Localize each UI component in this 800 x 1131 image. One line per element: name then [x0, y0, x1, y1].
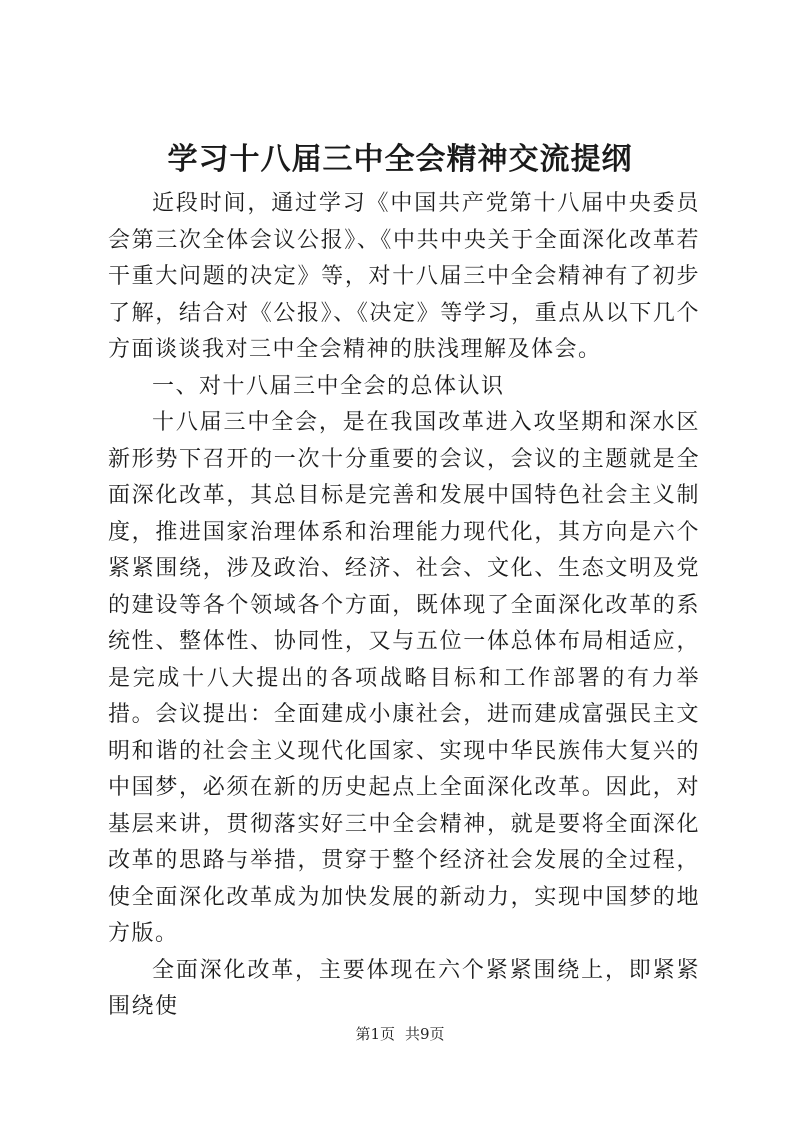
page-title: 学习十八届三中全会精神交流提纲: [167, 142, 633, 177]
body-paragraph: 十八届三中全会，是在我国改革进入攻坚期和深水区新形势下召开的一次十分重要的会议，会议的主题就是全面深化改革，其总目标是完善和发展中国特色社会主义制度，推进国家治理体系和治理能力现代化，其方向是六个紧紧围绕，涉及政治、经济、社会、文化、生态文明及党的建设等各个领域各个方面，既体现了全面深化改革的系统性、整体性、协同性，又与五位一体总体布局相适应，是完成十八大提出的各项战略目标和工作部署的有力举措。会议提出：全面建成小康社会，进而建成富强民主文明和谐的社会主义现代化国家、实现中华民族伟大复兴的中国梦，必须在新的历史起点上全面深化改革。因此，对基层来讲，贯彻落实好三中全会精神，就是要将全面深化改革的思路与举措，贯穿于整个经济社会发展的全过程，使全面深化改革成为加快发展的新动力，实现中国梦的地方版。: [108, 410, 700, 946]
page-total: 共9页: [405, 1025, 445, 1043]
body-paragraph: 全面深化改革，主要体现在六个紧紧围绕上，即紧紧围绕使: [108, 957, 700, 1019]
page-footer: [0, 1024, 800, 1044]
section-heading: 一、对十八届三中全会的总体认识: [152, 373, 505, 399]
intro-paragraph: 近段时间，通过学习《中国共产党第十八届中央委员会第三次全体会议公报》、《中共中央关于全面深化改革若干重大问题的决定》等，对十八届三中全会精神有了初步了解，结合对《公报》、《决定》等学习，重点从以下几个方面谈谈我对三中全会精神的肤浅理解及体会。: [108, 191, 700, 362]
page-number: 第1页: [355, 1025, 395, 1043]
document-body: [108, 186, 700, 1026]
